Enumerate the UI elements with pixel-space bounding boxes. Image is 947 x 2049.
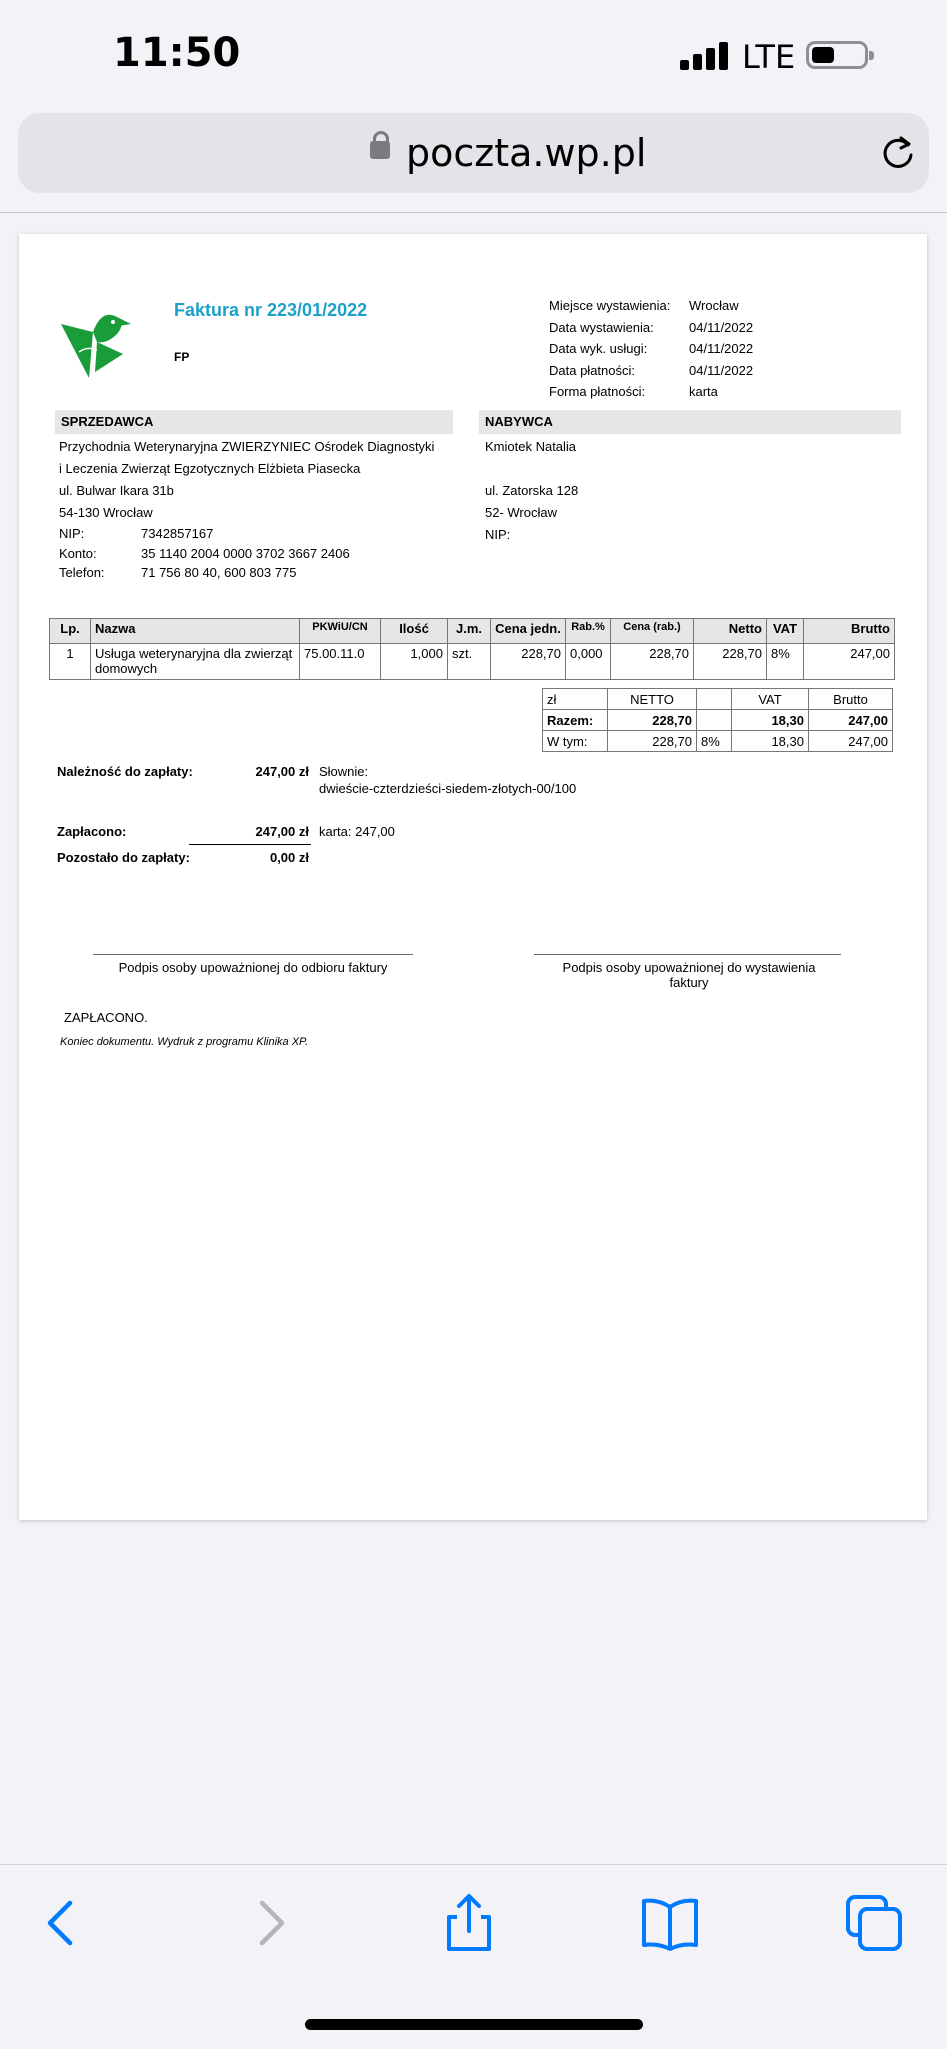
network-label: LTE bbox=[742, 38, 796, 76]
meta-row: Miejsce wystawienia: Wrocław bbox=[549, 298, 739, 313]
paid-stamp: ZAPŁACONO. bbox=[64, 1010, 148, 1025]
meta-row: Data płatności: 04/11/2022 bbox=[549, 362, 754, 378]
amount-due: 247,00 zł bbox=[255, 764, 309, 779]
signal-icon bbox=[680, 40, 728, 70]
invoice-page bbox=[19, 234, 927, 1520]
amount-words-label: Słownie: bbox=[319, 764, 369, 779]
table-row: 1 Usługa weterynaryjna dla zwierząt domowych 75.00.11.0 1,000 szt. 228,70 0,000 228,70 228,70 8% 247,00 bbox=[50, 644, 895, 680]
amount-due-label: Należność do zapłaty: bbox=[57, 764, 193, 779]
seller-nip: NIP: 7342857167 bbox=[59, 526, 214, 541]
col-gross: Brutto bbox=[804, 619, 895, 644]
buyer-block bbox=[485, 436, 578, 546]
document-end-note: Koniec dokumentu. Wydruk z programu Klinika XP. bbox=[60, 1036, 309, 1048]
invoice-title: Faktura nr 223/01/2022 bbox=[174, 300, 368, 320]
signature-line-receive bbox=[93, 954, 413, 955]
buyer-city: 52- Wrocław bbox=[485, 505, 558, 520]
toolbar-divider bbox=[0, 212, 947, 213]
summary-head-row: zł NETTO VAT Brutto bbox=[543, 689, 893, 710]
col-name: Nazwa bbox=[91, 619, 300, 644]
summary-table bbox=[542, 688, 893, 752]
url-text[interactable]: poczta.wp.pl bbox=[406, 131, 647, 175]
forward-icon[interactable] bbox=[238, 1891, 302, 1955]
address-bar[interactable] bbox=[18, 113, 929, 193]
col-lp: Lp. bbox=[50, 619, 91, 644]
col-vat: VAT bbox=[767, 619, 804, 644]
paid-amount: 247,00 zł bbox=[255, 824, 309, 839]
remaining-amount: 0,00 zł bbox=[269, 850, 309, 865]
invoice-meta bbox=[549, 298, 753, 406]
col-net: Netto bbox=[694, 619, 767, 644]
signature-line-issue bbox=[534, 954, 841, 955]
col-unit: J.m. bbox=[448, 619, 491, 644]
seller-block bbox=[59, 436, 434, 583]
summary-total-row: Razem: 228,70 18,30 247,00 bbox=[543, 710, 893, 731]
home-indicator[interactable] bbox=[305, 2019, 643, 2030]
meta-row: Data wystawienia: 04/11/2022 bbox=[549, 319, 754, 335]
lock-icon bbox=[370, 141, 390, 159]
paid-method: karta: 247,00 bbox=[319, 824, 395, 839]
col-pkwiu: PKWiU/CN bbox=[300, 619, 381, 644]
seller-name-cont: i Leczenia Zwierząt Egzotycznych Elżbieta Piasecka bbox=[59, 461, 361, 476]
tabs-icon[interactable] bbox=[842, 1891, 906, 1955]
seller-account: Konto: 35 1140 2004 0000 3702 3667 2406 bbox=[59, 545, 350, 561]
remaining-label: Pozostało do zapłaty: bbox=[57, 850, 190, 865]
meta-row: Forma płatności: karta bbox=[549, 384, 718, 399]
buyer-name: Kmiotek Natalia bbox=[485, 439, 577, 454]
seller-header: SPRZEDAWCA bbox=[55, 410, 453, 434]
paid-underline bbox=[189, 844, 311, 845]
items-header-row bbox=[50, 619, 895, 644]
seller-phone: Telefon: 71 756 80 40, 600 803 775 bbox=[59, 565, 297, 580]
seller-street: ul. Bulwar Ikara 31b bbox=[59, 483, 174, 498]
clinic-logo-icon bbox=[57, 302, 137, 382]
item-name: Usługa weterynaryjna dla zwierząt domowych bbox=[91, 644, 300, 680]
seller-name: Przychodnia Weterynaryjna ZWIERZYNIEC Ośrodek Diagnostyki bbox=[59, 439, 435, 454]
clock: 11:50 bbox=[113, 30, 241, 76]
meta-row: Data wyk. usługi: 04/11/2022 bbox=[549, 341, 754, 356]
items-table bbox=[49, 618, 895, 680]
back-icon[interactable] bbox=[30, 1891, 94, 1955]
buyer-street: ul. Zatorska 128 bbox=[485, 483, 579, 498]
buyer-nip: NIP: bbox=[485, 527, 511, 542]
bookmarks-icon[interactable] bbox=[638, 1891, 702, 1955]
reload-icon[interactable] bbox=[878, 133, 918, 173]
share-icon[interactable] bbox=[437, 1891, 501, 1955]
battery-icon bbox=[806, 41, 868, 69]
col-discount: Rab.% bbox=[566, 619, 611, 644]
seller-city: 54-130 Wrocław bbox=[59, 505, 153, 520]
signature-receive-label: Podpis osoby upoważnionej do odbioru faktury bbox=[118, 960, 388, 975]
col-price: Cena jedn. bbox=[491, 619, 566, 644]
summary-vat-row: W tym: 228,70 8% 18,30 247,00 bbox=[543, 731, 893, 752]
col-price-discounted: Cena (rab.) bbox=[611, 619, 694, 644]
buyer-header: NABYWCA bbox=[479, 410, 901, 434]
signature-issue-label: Podpis osoby upoważnionej do wystawienia faktury bbox=[562, 960, 816, 990]
status-bar bbox=[0, 0, 947, 110]
amount-words: dwieście-czterdzieści-siedem-złotych-00/100 bbox=[319, 781, 577, 796]
paid-label: Zapłacono: bbox=[57, 824, 127, 839]
col-qty: Ilość bbox=[381, 619, 448, 644]
invoice-subtitle: FP bbox=[174, 350, 190, 364]
